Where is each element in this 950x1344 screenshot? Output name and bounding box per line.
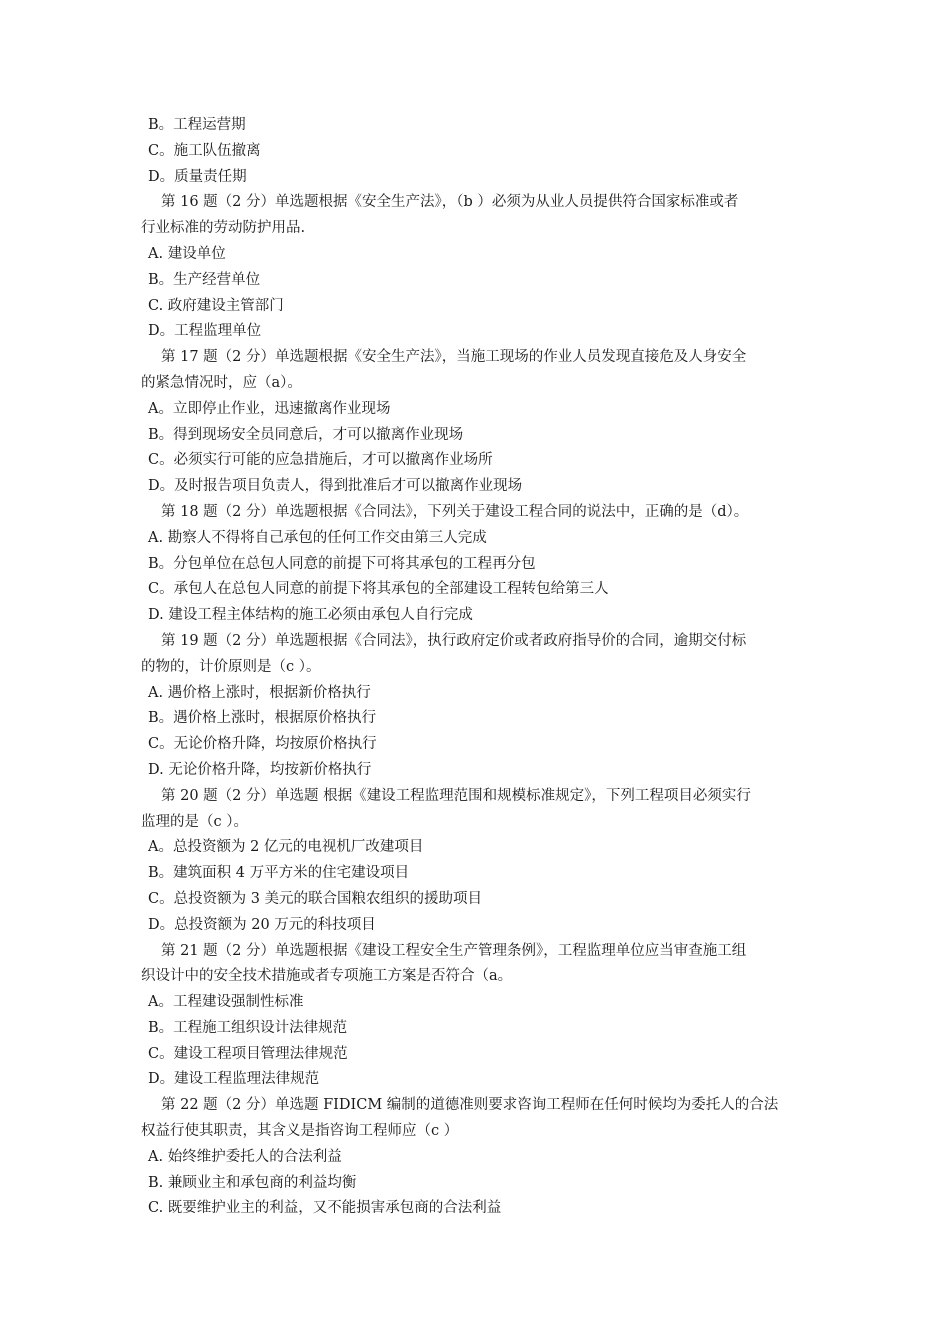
answer-option: B。建筑面积 4 万平方米的住宅建设项目: [148, 865, 410, 882]
answer-option: C。无论价格升降，均按原价格执行: [148, 736, 377, 753]
answer-option: A. 始终维护委托人的合法利益: [148, 1148, 342, 1165]
answer-option: C。必须实行可能的应急措施后，才可以撤离作业场所: [148, 452, 493, 469]
answer-option: A。总投资额为 2 亿元的电视机厂改建项目: [148, 839, 424, 856]
question-line: 第 16 题（2 分）单选题根据《安全生产法》，（b ）必须为从业人员提供符合国家标准或者: [161, 194, 739, 211]
question-continuation: 的紧急情况时，应（a）。: [141, 374, 302, 391]
question-line: 第 17 题（2 分）单选题根据《安全生产法》，当施工现场的作业人员发现直接危及人身安全: [161, 349, 747, 366]
question-line: 第 22 题（2 分）单选题 FIDICM 编制的道德准则要求咨询工程师在任何时候均为委托人的合法: [161, 1097, 779, 1114]
question-continuation: 织设计中的安全技术措施或者专项施工方案是否符合（a。: [141, 968, 513, 985]
answer-option: B. 兼顾业主和承包商的利益均衡: [148, 1174, 357, 1191]
answer-option: C. 既要维护业主的利益，又不能损害承包商的合法利益: [148, 1200, 502, 1217]
question-continuation: 权益行使其职责，其含义是指咨询工程师应（c ）: [141, 1123, 459, 1140]
answer-option: A. 勘察人不得将自己承包的任何工作交由第三人完成: [148, 529, 487, 546]
answer-option: D。及时报告项目负责人，得到批准后才可以撤离作业现场: [148, 478, 523, 495]
answer-option: B。分包单位在总包人同意的前提下可将其承包的工程再分包: [148, 555, 536, 572]
answer-option: B。生产经营单位: [148, 271, 261, 288]
answer-option: C。承包人在总包人同意的前提下将其承包的全部建设工程转包给第三人: [148, 581, 609, 598]
answer-option: A. 建设单位: [148, 245, 226, 262]
question-continuation: 监理的是（c ）。: [141, 813, 248, 830]
question-continuation: 的物的，计价原则是（c ）。: [141, 658, 321, 675]
answer-option: C. 政府建设主管部门: [148, 297, 284, 314]
answer-option: D. 建设工程主体结构的施工必须由承包人自行完成: [148, 607, 473, 624]
answer-option: A。工程建设强制性标准: [148, 994, 304, 1011]
question-continuation: 行业标准的劳动防护用品.: [141, 220, 306, 237]
answer-option: C。施工队伍撤离: [148, 142, 261, 159]
answer-option: B。遇价格上涨时，根据原价格执行: [148, 710, 377, 727]
answer-option: B。工程运营期: [148, 117, 246, 133]
answer-option: C。总投资额为 3 美元的联合国粮农组织的援助项目: [148, 890, 483, 907]
answer-option: D。质量责任期: [148, 168, 247, 185]
question-line: 第 20 题（2 分）单选题 根据《建设工程监理范围和规模标准规定》，下列工程项目必须实行: [161, 787, 751, 804]
question-line: 第 19 题（2 分）单选题根据《合同法》，执行政府定价或者政府指导价的合同，逾期交付标: [161, 632, 747, 649]
answer-option: B。工程施工组织设计法律规范: [148, 1019, 348, 1036]
answer-option: D。总投资额为 20 万元的科技项目: [148, 916, 376, 933]
answer-option: D。建设工程监理法律规范: [148, 1071, 320, 1088]
answer-option: D。工程监理单位: [148, 323, 262, 340]
answer-option: D. 无论价格升降，均按新价格执行: [148, 761, 372, 778]
answer-option: B。得到现场安全员同意后，才可以撤离作业现场: [148, 426, 464, 443]
question-line: 第 18 题（2 分）单选题根据《合同法》，下列关于建设工程合同的说法中，正确的是（d）。: [161, 503, 749, 520]
question-line: 第 21 题（2 分）单选题根据《建设工程安全生产管理条例》，工程监理单位应当审查施工组: [161, 942, 747, 959]
answer-option: C。建设工程项目管理法律规范: [148, 1045, 348, 1062]
answer-option: A。立即停止作业，迅速撤离作业现场: [148, 400, 391, 417]
exam-text-body: [141, 113, 821, 1222]
answer-option: A. 遇价格上涨时，根据新价格执行: [148, 684, 371, 701]
